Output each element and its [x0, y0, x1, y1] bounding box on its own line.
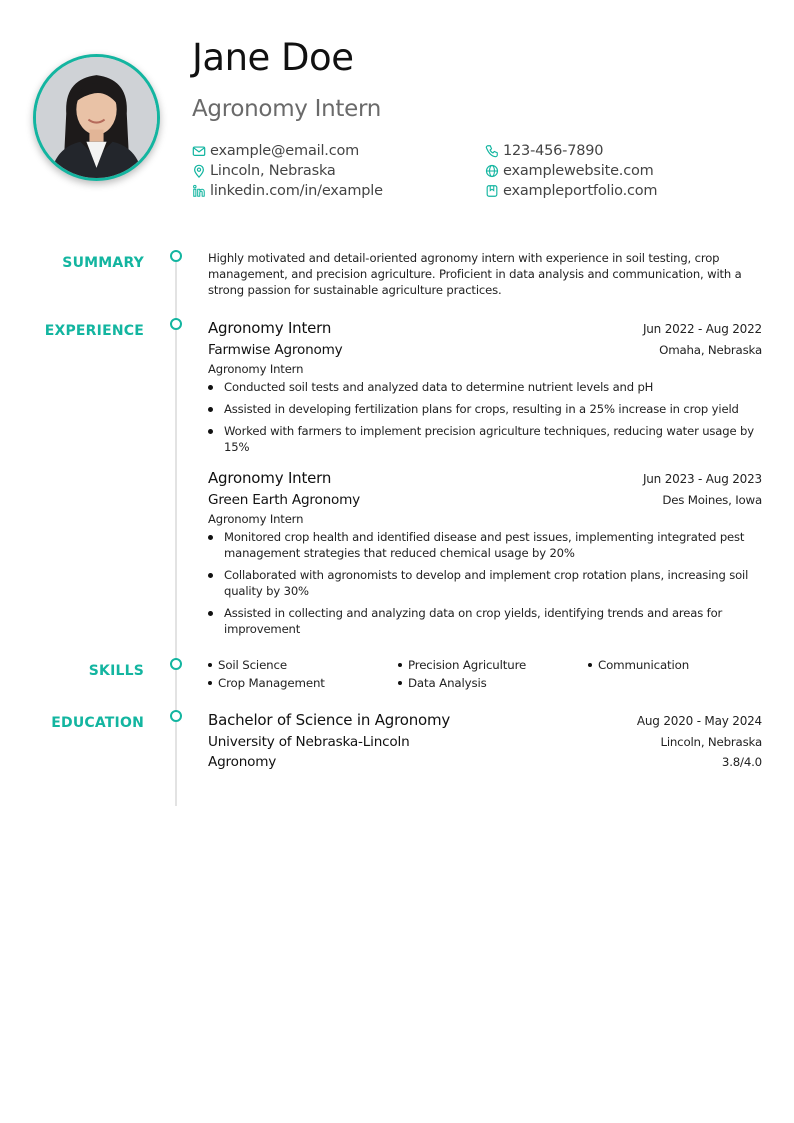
- skill-text: Crop Management: [218, 676, 325, 690]
- experience-section: [208, 319, 762, 651]
- job-bullets: [208, 529, 762, 637]
- job-entry: [208, 319, 762, 455]
- job-dates: Jun 2023 - Aug 2023: [642, 472, 762, 486]
- contact-website[interactable]: [485, 163, 654, 179]
- contact-portfolio[interactable]: [485, 183, 657, 199]
- job-bullets: [208, 379, 762, 455]
- contact-phone[interactable]: [485, 143, 603, 159]
- job-title: Agronomy Intern: [208, 319, 332, 337]
- skill-item: [398, 676, 588, 690]
- skills-section: [208, 658, 762, 690]
- timeline-dot-education: [170, 710, 182, 722]
- website-text: examplewebsite.com: [503, 163, 654, 179]
- job-location: Omaha, Nebraska: [659, 343, 762, 357]
- skill-item: [398, 658, 588, 672]
- skill-text: Soil Science: [218, 658, 287, 672]
- company-name: Green Earth Agronomy: [208, 492, 361, 508]
- bookmark-icon: [485, 184, 499, 198]
- linkedin-text: linkedin.com/in/example: [210, 183, 383, 199]
- bullet-item: [208, 401, 762, 417]
- summary-section: [208, 250, 762, 298]
- job-dates: Jun 2022 - Aug 2022: [642, 322, 762, 336]
- bullet-dot: [398, 681, 402, 685]
- degree-title: Bachelor of Science in Agronomy: [208, 711, 451, 729]
- skill-text: Data Analysis: [408, 676, 487, 690]
- bullet-item: [208, 379, 762, 395]
- skill-item: [588, 658, 762, 672]
- bullet-dot: [398, 663, 402, 667]
- job-role: Agronomy Intern: [208, 362, 304, 376]
- education-dates: Aug 2020 - May 2024: [636, 714, 762, 728]
- bullet-dot: [208, 611, 213, 616]
- bullet-text: Worked with farmers to implement precision agriculture techniques, reducing water usage by 15%: [224, 424, 754, 454]
- bullet-dot: [588, 663, 592, 667]
- contact-email[interactable]: [192, 143, 359, 159]
- timeline-dot-skills: [170, 658, 182, 670]
- contact-linkedin[interactable]: [192, 183, 383, 199]
- globe-icon: [485, 164, 499, 178]
- summary-section-label: SUMMARY: [62, 255, 144, 271]
- bullet-dot: [208, 407, 213, 412]
- job-role: Agronomy Intern: [208, 512, 304, 526]
- bullet-item: [208, 423, 762, 455]
- location-text: Lincoln, Nebraska: [210, 163, 336, 179]
- job-title: Agronomy Intern: [208, 469, 332, 487]
- skills-list: [208, 658, 762, 690]
- education-section: [208, 711, 762, 770]
- timeline-dot-summary: [170, 250, 182, 262]
- bullet-dot: [208, 573, 213, 578]
- company-name: Farmwise Agronomy: [208, 342, 343, 358]
- phone-text: 123-456-7890: [503, 143, 604, 159]
- skills-section-label: SKILLS: [88, 663, 144, 679]
- job-entry: [208, 469, 762, 637]
- timeline-dot-experience: [170, 318, 182, 330]
- bullet-dot: [208, 385, 213, 390]
- linkedin-icon: [192, 184, 206, 198]
- contact-location: [192, 163, 336, 179]
- bullet-dot: [208, 663, 212, 667]
- map-pin-icon: [192, 164, 206, 178]
- avatar: [33, 54, 160, 181]
- phone-icon: [485, 144, 499, 158]
- skill-text: Precision Agriculture: [408, 658, 527, 672]
- skill-item: [208, 676, 398, 690]
- bullet-item: [208, 605, 762, 637]
- experience-section-label: EXPERIENCE: [44, 323, 144, 339]
- timeline-line: [175, 262, 177, 806]
- portfolio-text: exampleportfolio.com: [503, 183, 658, 199]
- skill-item: [208, 658, 398, 672]
- skill-text: Communication: [598, 658, 690, 672]
- mail-icon: [192, 144, 206, 158]
- bullet-dot: [208, 429, 213, 434]
- bullet-text: Conducted soil tests and analyzed data to determine nutrient levels and pH: [224, 380, 654, 394]
- education-section-label: EDUCATION: [51, 715, 144, 731]
- email-text: example@email.com: [210, 143, 360, 159]
- school-location: Lincoln, Nebraska: [660, 735, 762, 749]
- bullet-item: [208, 567, 762, 599]
- gpa-value: 3.8/4.0: [721, 755, 762, 769]
- job-location: Des Moines, Iowa: [662, 493, 762, 507]
- bullet-text: Monitored crop health and identified disease and pest issues, implementing integrated pest management strategies that reduced chemical usage by 20%: [224, 530, 745, 560]
- candidate-name: Jane Doe: [192, 36, 354, 79]
- field-of-study: Agronomy: [208, 754, 277, 770]
- school-name: University of Nebraska-Lincoln: [208, 734, 410, 750]
- bullet-dot: [208, 681, 212, 685]
- bullet-text: Assisted in developing fertilization plans for crops, resulting in a 25% increase in crop yield: [224, 402, 739, 416]
- bullet-text: Collaborated with agronomists to develop and implement crop rotation plans, increasing soil quality by 30%: [224, 568, 749, 598]
- bullet-item: [208, 529, 762, 561]
- summary-text: Highly motivated and detail-oriented agronomy intern with experience in soil testing, crop management, and precision agriculture. Proficient in data analysis and communication, with a strong passion for sustainable agriculture practices.: [208, 251, 742, 297]
- profile-photo-icon: [36, 57, 157, 178]
- bullet-text: Assisted in collecting and analyzing data on crop yields, identifying trends and areas for improvement: [224, 606, 723, 636]
- job-title-heading: Agronomy Intern: [192, 96, 381, 122]
- bullet-dot: [208, 535, 213, 540]
